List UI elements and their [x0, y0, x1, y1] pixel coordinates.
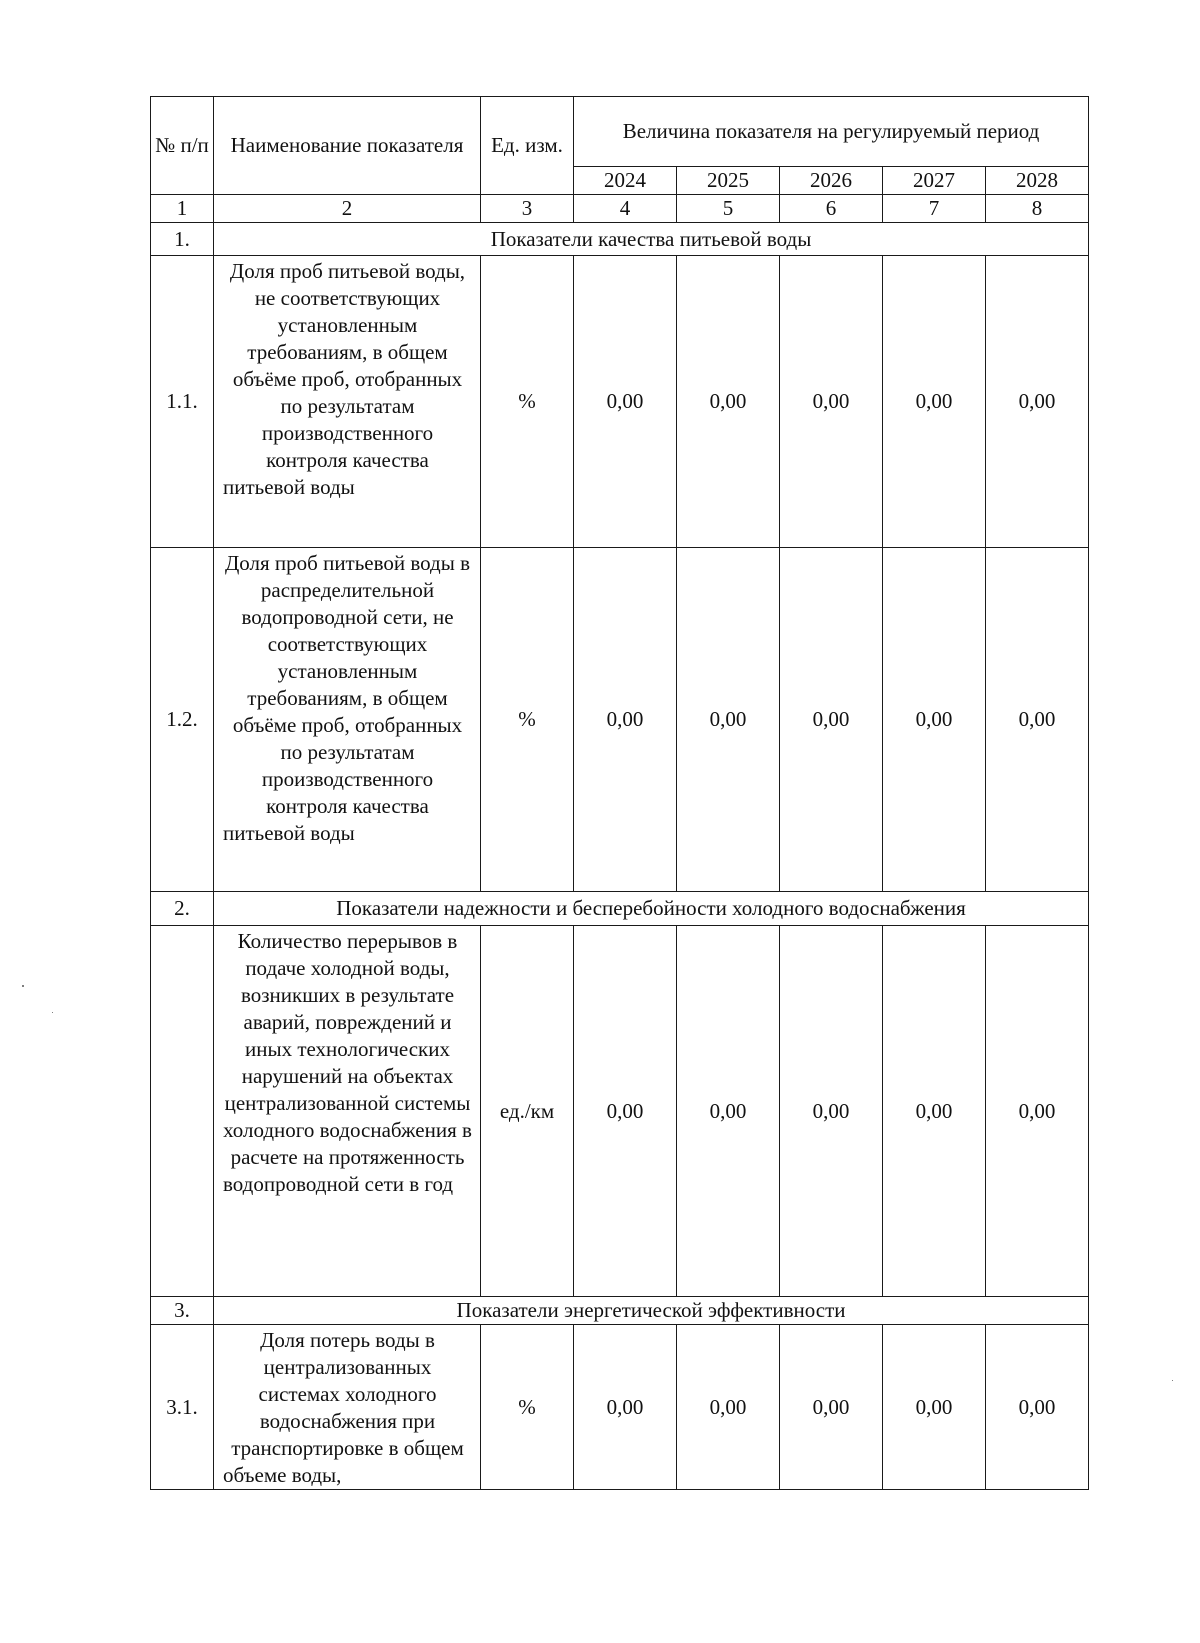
value-cell: 0,00	[780, 548, 883, 892]
section-row	[151, 892, 1089, 926]
column-number-cell: 2	[214, 195, 481, 223]
value-cell: 0,00	[574, 256, 677, 548]
header-year-cell: 2024	[574, 167, 677, 195]
row-number: 1.1.	[151, 256, 214, 548]
header-year-cell: 2027	[883, 167, 986, 195]
indicator-name: Доля потерь воды в централизованных системах холодного водоснабжения при транспортировке в общем объеме воды,	[214, 1325, 481, 1490]
indicator-name: Доля проб питьевой воды, не соответствующих установленным требованиям, в общем объёме проб, отобранных по результатам производственного контроля качества питьевой воды	[214, 256, 481, 548]
unit-cell: %	[481, 1325, 574, 1490]
indicator-name: Доля проб питьевой воды в распределительной водопроводной сети, не соответствующих установленным требованиям, в общем объёме проб, отобранных по результатам производственного контроля качества питьевой воды	[214, 548, 481, 892]
value-cell: 0,00	[780, 1325, 883, 1490]
header-name-cell: Наименование показателя	[214, 97, 481, 195]
indicator-name: Количество перерывов в подаче холодной воды, возникших в результате аварий, повреждений и иных технологических нарушений на объектах централизованной системы холодного водоснабжения в расчете на протяженность водопроводной сети в год	[214, 926, 481, 1297]
table-row	[151, 256, 1089, 548]
unit-cell: %	[481, 256, 574, 548]
value-cell: 0,00	[986, 926, 1089, 1297]
value-cell: 0,00	[883, 256, 986, 548]
section-row	[151, 223, 1089, 256]
section-number: 1.	[151, 223, 214, 256]
unit-cell: %	[481, 548, 574, 892]
value-cell: 0,00	[883, 926, 986, 1297]
row-number	[151, 926, 214, 1297]
row-number: 3.1.	[151, 1325, 214, 1490]
value-cell: 0,00	[574, 926, 677, 1297]
value-cell: 0,00	[986, 548, 1089, 892]
scan-speck	[22, 985, 24, 987]
column-number-cell: 1	[151, 195, 214, 223]
section-title: Показатели надежности и бесперебойности холодного водоснабжения	[214, 892, 1089, 926]
column-number-cell: 4	[574, 195, 677, 223]
column-numbers-row	[151, 195, 1089, 223]
value-cell: 0,00	[574, 1325, 677, 1490]
value-cell: 0,00	[677, 256, 780, 548]
header-period-cell: Величина показателя на регулируемый период	[574, 97, 1089, 167]
section-title: Показатели энергетической эффективности	[214, 1297, 1089, 1325]
column-number-cell: 8	[986, 195, 1089, 223]
header-year-cell: 2025	[677, 167, 780, 195]
column-number-cell: 5	[677, 195, 780, 223]
column-number-cell: 6	[780, 195, 883, 223]
value-cell: 0,00	[574, 548, 677, 892]
value-cell: 0,00	[677, 548, 780, 892]
row-number: 1.2.	[151, 548, 214, 892]
value-cell: 0,00	[780, 926, 883, 1297]
value-cell: 0,00	[883, 548, 986, 892]
header-year-cell: 2026	[780, 167, 883, 195]
section-row	[151, 1297, 1089, 1325]
table-row	[151, 1325, 1089, 1490]
table-row	[151, 548, 1089, 892]
indicators-table	[150, 96, 1089, 1490]
value-cell: 0,00	[677, 926, 780, 1297]
scan-speck	[1172, 1380, 1173, 1381]
header-year-cell: 2028	[986, 167, 1089, 195]
header-unit-cell: Ед. изм.	[481, 97, 574, 195]
value-cell: 0,00	[986, 1325, 1089, 1490]
value-cell: 0,00	[677, 1325, 780, 1490]
unit-cell: ед./км	[481, 926, 574, 1297]
section-title: Показатели качества питьевой воды	[214, 223, 1089, 256]
column-number-cell: 7	[883, 195, 986, 223]
value-cell: 0,00	[986, 256, 1089, 548]
value-cell: 0,00	[883, 1325, 986, 1490]
header-row	[151, 97, 1089, 167]
header-num-cell: № п/п	[151, 97, 214, 195]
column-number-cell: 3	[481, 195, 574, 223]
table-row	[151, 926, 1089, 1297]
section-number: 3.	[151, 1297, 214, 1325]
scan-speck	[52, 1012, 53, 1013]
section-number: 2.	[151, 892, 214, 926]
value-cell: 0,00	[780, 256, 883, 548]
